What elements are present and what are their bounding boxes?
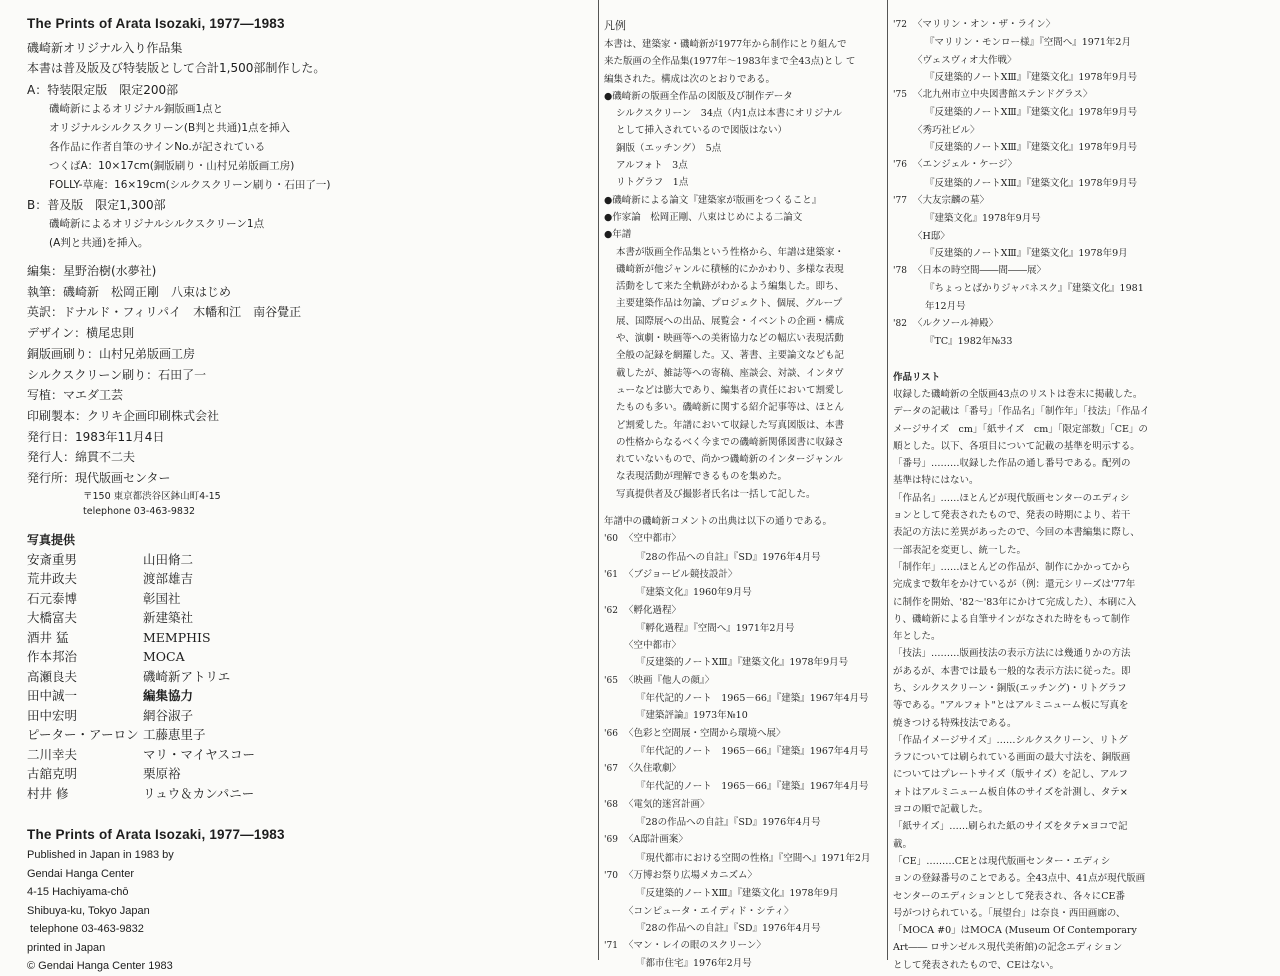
credit-line: 銅版画刷り：山村兄弟版画工房 xyxy=(27,346,196,361)
source-entry-line xyxy=(893,104,1165,121)
collaborator: 栗原裕 xyxy=(143,766,181,782)
works-list-heading: 作品リスト xyxy=(893,371,941,383)
english-line: telephone 03-463-9832 xyxy=(27,923,144,936)
chronology-line: 磯崎新が他ジャンルに積極的にかかわり、多様な表現 xyxy=(616,263,844,275)
book-title: The Prints of Arata Isozaki, 1977—1983 xyxy=(27,16,285,31)
chronology-line: 活動をして来た全軌跡がわかるよう編集した。即ち、 xyxy=(616,281,845,293)
colophon-column xyxy=(27,0,567,976)
photographer: 渡部雄吉 xyxy=(143,571,194,587)
section-heading: ●作家論 松岡正剛、八束はじめによる二論文 xyxy=(604,211,803,223)
source-entry-line xyxy=(604,549,886,566)
english-line: 4-15 Hachiyama-chō xyxy=(27,886,129,899)
source-entry-line xyxy=(604,814,886,831)
entry-text: 〈映画『他人の顔』〉 xyxy=(624,674,715,686)
works-list-line: 表記の方法に差異があったので、今回の本書編集に際し、 xyxy=(893,527,1140,539)
works-list-line: 「制作年」……ほとんどの作品が、制作にかかってから xyxy=(893,561,1131,573)
credit-line: デザイン：横尾忠則 xyxy=(27,326,135,341)
notes-heading: 凡例 xyxy=(604,19,626,32)
edition-a-details xyxy=(27,100,567,195)
photographer: 荒井政夫 xyxy=(27,571,78,587)
chronology-line: 本書が版画全作品集という性格から、年譜は建築家・ xyxy=(616,246,845,258)
chronology-line: れていないもので、尚かつ磯崎新のインタージャンル xyxy=(616,454,843,466)
entry-text: 〈空中都市〉 xyxy=(624,640,682,652)
source-entry-line xyxy=(893,156,1165,174)
entry-text: 〈孵化過程〉 xyxy=(624,604,682,616)
entry-text: 『都市住宅』1976年2月号 xyxy=(636,958,752,970)
source-entry-line xyxy=(604,690,886,707)
credit-line: 執筆：磯崎新 松岡正剛 八束はじめ xyxy=(27,284,232,299)
photographer: 田中誠一 xyxy=(27,688,78,704)
collaborator: マリ・マイヤスコー xyxy=(143,746,256,762)
source-entry-line xyxy=(893,122,1165,139)
entry-text: 年12月号 xyxy=(925,300,966,312)
copyright-line: © Gendai Hanga Center 1983 xyxy=(27,960,173,973)
credit-line: 写植：マエダ工芸 xyxy=(27,388,124,403)
technique-line: リトグラフ 1点 xyxy=(616,177,689,189)
entry-text: 〈H邸〉 xyxy=(913,230,950,242)
source-entry-line xyxy=(893,34,1165,51)
entry-year: '82 xyxy=(893,319,907,330)
source-entry-line xyxy=(893,192,1165,210)
works-list-line: 順とした。以下、各項目について記載の基準を明示する。 xyxy=(893,440,1140,452)
notes-intro-line: 来た版画の全作品集(1977年〜1983年まで全43点)とし て xyxy=(604,56,856,68)
chronology-line: や、演劇・映画等への美術協力などの幅広い表現活動 xyxy=(616,333,844,345)
works-list-line: 等である。"アルフォト"とはアルミニューム板に写真を xyxy=(893,700,1129,712)
publisher-phone: telephone 03-463-9832 xyxy=(83,505,196,517)
entry-text: 〈久住歌劇〉 xyxy=(624,763,682,775)
source-entry-line xyxy=(893,262,1165,280)
book-subtitle: 磯崎新オリジナル入り作品集 xyxy=(27,41,183,55)
works-list-line: ョンとして発表されたもので、発表の時期により、若干 xyxy=(893,510,1131,522)
source-entry-line xyxy=(604,620,886,637)
edition-intro: 本書は普及版及び特装版として合計1,500部制作した。 xyxy=(27,61,326,75)
works-list-line: 基準は特にはない。 xyxy=(893,475,979,487)
entry-text: 『28の作品への自註』『SD』1976年4月号 xyxy=(636,817,821,829)
section-heading: ●磯崎新による論文『建築家が版画をつくること』 xyxy=(604,194,822,206)
collaborator: 網谷淑子 xyxy=(143,707,194,723)
entry-text: 『孵化過程』『空間へ』1971年2月号 xyxy=(636,622,795,634)
photographer: 二川幸夫 xyxy=(27,746,78,762)
entry-year: '72 xyxy=(893,20,907,30)
works-list-line: ョンの登録番号のことである。全43点中、41点が現代版画 xyxy=(893,873,1146,885)
source-entry-line xyxy=(604,707,886,724)
entry-year: '66 xyxy=(604,728,618,739)
entry-text: 『年代記的ノート 1965－66』『建築』1967年4月号 xyxy=(636,745,869,757)
entry-text: 〈ブジョービル競技設計〉 xyxy=(624,568,738,580)
english-colophon xyxy=(27,846,567,976)
credit-line: 発行日：1983年11月4日 xyxy=(27,429,165,444)
edition-a-heading: A：特装限定版 限定200部 xyxy=(27,83,179,97)
entry-year: '67 xyxy=(604,764,618,775)
chronology-line: ューなどは膨大であり、編集者の責任において割愛し xyxy=(616,384,845,396)
technique-line: として挿入されているので図版はない） xyxy=(616,125,788,137)
photographer: 磯崎新アトリエ xyxy=(143,668,231,684)
source-entry-line xyxy=(604,654,886,671)
works-list-line: 「紙サイズ」……刷られた紙のサイズをタテ×ヨコで記 xyxy=(893,821,1128,833)
column-divider-right xyxy=(887,0,888,960)
entry-text: 〈コンピュータ・エイディド・シティ〉 xyxy=(624,905,794,917)
entry-text: 〈日本の時空間――間――展〉 xyxy=(913,265,1047,277)
source-entry-line xyxy=(893,298,1165,315)
entry-year: '75 xyxy=(893,90,907,101)
photo-credits-grid xyxy=(27,550,567,804)
entry-text: 〈ルクソール神殿〉 xyxy=(913,318,999,330)
works-list-description xyxy=(893,386,1165,974)
collaborator: リュウ＆カンパニー xyxy=(143,785,255,801)
works-list-line: ラフについては刷られている画面の最大寸法を、銅版画 xyxy=(893,752,1131,764)
entry-text: 〈空中都市〉 xyxy=(624,533,682,545)
technique-line: 銅版（エッチング） 5点 xyxy=(616,142,722,154)
works-list-line: 「CE」………CEとは現代版画センター・エディシ xyxy=(893,855,1111,867)
photographer: MOCA xyxy=(143,649,185,665)
source-entry-line xyxy=(604,831,886,849)
comment-sources-heading: 年譜中の磯崎新コメントの出典は以下の通りである。 xyxy=(604,516,833,528)
editorial-cooperation-heading: 編集協力 xyxy=(143,688,194,704)
works-list-line: 年とした。 xyxy=(893,631,941,643)
english-line: Shibuya-ku, Tokyo Japan xyxy=(27,904,150,917)
entry-year: '71 xyxy=(604,941,618,952)
edition-b-line: (A判と共通)を挿入。 xyxy=(49,237,149,249)
works-list-line: 「番号」………収録した作品の通し番号である。配列の xyxy=(893,458,1131,470)
entry-year: '60 xyxy=(604,534,618,545)
photo-credits-heading: 写真提供 xyxy=(27,532,76,547)
chronology-line: の性格からなるべく今までの磯崎新関係図書に収録さ xyxy=(616,436,845,448)
photographer: 古舘克明 xyxy=(27,766,78,782)
publisher-address: 〒150 東京都渋谷区鉢山町4-15 xyxy=(83,490,221,502)
entry-text: 『反建築的ノートⅩⅢ』『建築文化』1978年9月号 xyxy=(925,107,1138,119)
chronology-line: たものも多い。磯崎新に関する紹介記事等は、ほとん xyxy=(616,402,845,414)
section-heading: ●磯崎新の版画全作品の図版及び制作データ xyxy=(604,90,793,102)
entry-year: '65 xyxy=(604,675,618,686)
photographer: 酒井 猛 xyxy=(27,629,69,645)
works-list-line: り、磯崎新による自筆サインがなされた時をもって制作 xyxy=(893,613,1130,625)
chronology-line: な表現活動が理解できるものを集めた。 xyxy=(616,471,788,483)
comment-source-list-continued xyxy=(893,16,1165,351)
credit-line: シルクスクリーン刷り：石田了一 xyxy=(27,367,207,382)
edition-a-line: FOLLY-草庵：16×19cm(シルクスクリーン刷り・石田了一) xyxy=(49,179,331,191)
entry-text: 〈A邸計画案〉 xyxy=(624,834,688,846)
photographer: 安斎重男 xyxy=(27,551,78,567)
photographer: 高瀬良夫 xyxy=(27,668,78,684)
source-entry-line xyxy=(604,903,886,920)
entry-text: 〈色彩と空間展・空間から環境へ展〉 xyxy=(624,727,786,739)
entry-text: 『ちょっとばかりジャパネスク』『建築文化』1981 xyxy=(925,283,1144,295)
photographer: 彰国社 xyxy=(143,590,181,606)
photographer: ピーター・アーロン xyxy=(27,727,139,743)
entry-year: '70 xyxy=(604,870,618,881)
edition-b-details xyxy=(27,215,567,253)
entry-text: 〈エンジェル・ケージ〉 xyxy=(913,159,1017,171)
source-entry-line xyxy=(893,280,1165,297)
entry-text: 『建築評論』1973年№10 xyxy=(636,710,748,722)
photographer: 大橋富夫 xyxy=(27,610,78,626)
works-list-line: があるが、本書では最も一般的な表示方法に従った。即 xyxy=(893,665,1131,677)
credits-list xyxy=(27,261,567,489)
entry-text: 『年代記的ノート 1965－66』『建築』1967年4月号 xyxy=(636,781,869,793)
entry-text: 『建築文化』1978年9月号 xyxy=(925,213,1041,225)
english-line: Published in Japan in 1983 by xyxy=(27,849,174,862)
works-list-line: として発表されたもので、CEはない。 xyxy=(893,959,1060,971)
works-list-line: メージサイズ cm」「紙サイズ cm」「限定部数」「CE」の xyxy=(893,423,1148,435)
source-entry-line xyxy=(604,867,886,885)
column-divider-left xyxy=(598,0,599,960)
works-list-line: 「技法」………版画技法の表示方法には幾通りかの方法 xyxy=(893,648,1131,660)
entry-text: 『反建築的ノートⅩⅢ』『建築文化』1978年9月号 xyxy=(925,142,1138,154)
works-list-line: ヨコの順で記載した。 xyxy=(893,804,989,816)
entry-text: 〈大友宗麟の墓〉 xyxy=(913,194,990,206)
chronology-line: 写真提供者及び撮影者氏名は一括して記した。 xyxy=(616,488,816,500)
source-entry-line xyxy=(604,530,886,548)
works-list-line: 「作品名」……ほとんどが現代版画センターのエディシ xyxy=(893,492,1130,504)
works-list-line: 完成まで数年をかけているが（例：還元シリーズは'77年 xyxy=(893,579,1136,591)
source-entry-line xyxy=(893,16,1165,34)
notes-intro-line: 本書は、建築家・磯崎新が1977年から制作にとり組んで xyxy=(604,39,847,50)
credit-line: 編集：星野治樹(水夢社) xyxy=(27,264,157,278)
chronology-description xyxy=(604,244,886,503)
photographer: MEMPHIS xyxy=(143,629,211,645)
entry-text: 〈万博お祭り広場メカニズム〉 xyxy=(624,869,758,881)
entry-text: 『反建築的ノートⅩⅢ』『建築文化』1978年9月号 xyxy=(925,177,1138,189)
collaborator: 工藤恵里子 xyxy=(143,727,206,743)
works-list-line: ォトはアルミニューム板自体のサイズを計測し、タテ× xyxy=(893,786,1128,798)
works-list-line: 「作品イメージサイズ」……シルクスクリーン、リトグ xyxy=(893,734,1128,746)
source-entry-line xyxy=(604,778,886,795)
source-entry-line xyxy=(893,69,1165,86)
entry-text: 『マリリン・モンロー様』『空間へ』1971年2月 xyxy=(925,37,1131,49)
source-entry-line xyxy=(604,637,886,654)
entry-year: '69 xyxy=(604,835,618,846)
chronology-line: 載したが、雑誌等への寄稿、座談会、対談、インタヴ xyxy=(616,367,844,379)
entry-text: 『年代記的ノート 1965－66』『建築』1967年4月号 xyxy=(636,692,869,704)
works-list-line: センターのエディションとして発表され、各々にCE番 xyxy=(893,890,1125,902)
chronology-line: 展、国際展への出品、展覧会・イベントの企画・構成 xyxy=(616,315,845,327)
works-list-line: 焼きつける特殊技法である。 xyxy=(893,717,1017,729)
entry-text: 『現代都市における空間の性格』『空間へ』1971年2月 xyxy=(636,852,871,864)
works-list-line: 一部表記を変更し、統一した。 xyxy=(893,544,1027,556)
entry-text: 〈マリリン・オン・ザ・ライン〉 xyxy=(913,19,1056,30)
edition-b-heading: B：普及版 限定1,300部 xyxy=(27,198,166,212)
chronology-line: 主要建築作品は勿論、プロジェクト、個展、グループ xyxy=(616,298,843,310)
technique-line: アルフォト 3点 xyxy=(616,160,688,172)
entry-text: 『建築文化』1960年9月号 xyxy=(636,587,752,599)
source-entry-line xyxy=(893,210,1165,227)
photographer: 作本邦治 xyxy=(27,649,78,665)
source-entry-line xyxy=(893,228,1165,245)
credit-line: 印刷製本：クリキ企画印刷株式会社 xyxy=(27,408,220,423)
notes-intro-line: 編集された。構成は次のとおりである。 xyxy=(604,73,776,85)
photographer: 山田脩二 xyxy=(143,551,194,567)
entry-text: 〈電気的迷宮計画〉 xyxy=(624,798,710,810)
photographer: 田中宏明 xyxy=(27,707,78,723)
entry-year: '61 xyxy=(604,569,618,580)
photographer: 新建築社 xyxy=(143,610,194,626)
edition-a-line: 磯崎新によるオリジナル銅版画1点と xyxy=(49,103,224,115)
works-list-line: 収録した磯崎新の全版画43点のリストは巻末に掲載した。 xyxy=(893,388,1143,400)
english-line: Gendai Hanga Center xyxy=(27,867,135,880)
works-list-line: データの記載は「番号」「作品名」「制作年」「技法」「作品イ xyxy=(893,406,1150,418)
source-entry-line xyxy=(604,743,886,760)
entry-text: 『TC』1982年№33 xyxy=(925,336,1013,348)
source-entry-line xyxy=(604,602,886,620)
entry-text: 『反建築的ノートⅩⅢ』『建築文化』1978年9月号 xyxy=(925,71,1138,83)
entry-text: 『反建築的ノートⅩⅢ』『建築文化』1978年9月号 xyxy=(636,657,849,669)
entry-year: '76 xyxy=(893,160,907,171)
works-list-line: Art―― ロサンゼルス現代美術館)の記念エディション xyxy=(893,942,1123,954)
source-entry-line xyxy=(893,245,1165,262)
entry-year: '62 xyxy=(604,605,618,616)
chronology-and-list-column xyxy=(893,0,1165,974)
source-entry-line xyxy=(893,315,1165,333)
source-entry-line xyxy=(893,86,1165,104)
photographer: 村井 修 xyxy=(27,785,69,801)
entry-year: '77 xyxy=(893,195,907,206)
comment-source-list xyxy=(604,530,886,972)
works-list-line: 号がつけられている。「展望台」は奈良・西田画廊の、 xyxy=(893,907,1126,919)
source-entry-line xyxy=(604,584,886,601)
credit-line: 英訳：ドナルド・フィリパイ 木幡和江 南谷覺正 xyxy=(27,305,302,320)
chronology-line: 全般の記録を網羅した。又、著書、主要論文なども記 xyxy=(616,350,845,362)
credit-line: 発行人：綿貫不二夫 xyxy=(27,450,136,465)
technique-line: シルクスクリーン 34点（内1点は本書にオリジナル xyxy=(616,108,842,120)
edition-a-line: 各作品に作者自筆のサインNo.が記されている xyxy=(49,141,266,153)
notes-column xyxy=(604,0,886,973)
entry-text: 『反建築的ノートⅩⅢ』『建築文化』1978年9月 xyxy=(636,888,839,900)
works-list-line: ち、シルクスクリーン・銅版(エッチング)・リトグラフ xyxy=(893,682,1127,694)
entry-year: '78 xyxy=(893,266,907,277)
source-entry-line xyxy=(604,955,886,972)
source-entry-line xyxy=(604,937,886,955)
source-entry-line xyxy=(604,566,886,584)
entry-text: 〈秀巧社ビル〉 xyxy=(913,124,980,136)
source-entry-line xyxy=(604,920,886,937)
source-entry-line xyxy=(604,672,886,690)
entry-text: 『28の作品への自註』『SD』1976年4月号 xyxy=(636,922,821,934)
entry-text: 〈北九州市立中央図書館ステンドグラス〉 xyxy=(913,89,1093,101)
source-entry-line xyxy=(893,175,1165,192)
works-list-line: についてはプレートサイズ（版サイズ）を記し、アルフ xyxy=(893,769,1129,781)
credit-line: 発行所：現代版画センター xyxy=(27,471,171,486)
english-title: The Prints of Arata Isozaki, 1977—1983 xyxy=(27,827,285,843)
entry-text: 『28の作品への自註』『SD』1976年4月号 xyxy=(636,551,821,563)
source-entry-line xyxy=(604,885,886,902)
entry-year: '68 xyxy=(604,799,618,810)
source-entry-line xyxy=(893,333,1165,350)
chronology-line: ど割愛した。年譜において収録した写真図版は、本書 xyxy=(616,419,845,431)
entry-text: 〈ヴェスヴィオ大作戦〉 xyxy=(913,54,1017,66)
works-list-line: に制作を開始、'82〜'83年にかけて完成した）、本刷に入 xyxy=(893,596,1137,608)
edition-a-line: つくばA：10×17cm(銅版刷り・山村兄弟版画工房) xyxy=(49,160,295,172)
section-heading: ●年譜 xyxy=(604,229,632,241)
source-entry-line xyxy=(604,850,886,867)
english-line: printed in Japan xyxy=(27,941,106,954)
source-entry-line xyxy=(893,139,1165,156)
source-entry-line xyxy=(604,725,886,743)
entry-text: 〈マン・レイの眼のスクリーン〉 xyxy=(624,940,766,952)
source-entry-line xyxy=(604,760,886,778)
edition-b-line: 磯崎新によるオリジナルシルクスクリーン1点 xyxy=(49,218,265,230)
works-list-line: 載。 xyxy=(893,838,913,850)
entry-text: 『反建築的ノートⅩⅢ』『建築文化』1978年9月 xyxy=(925,247,1128,259)
edition-a-line: オリジナルシルクスクリーン(B判と共通)1点を挿入 xyxy=(49,122,291,134)
works-list-line: 「MOCA #0」はMOCA (Museum Of Contemporary xyxy=(893,925,1137,937)
source-entry-line xyxy=(893,52,1165,69)
source-entry-line xyxy=(604,796,886,814)
photographer: 石元泰博 xyxy=(27,590,78,606)
